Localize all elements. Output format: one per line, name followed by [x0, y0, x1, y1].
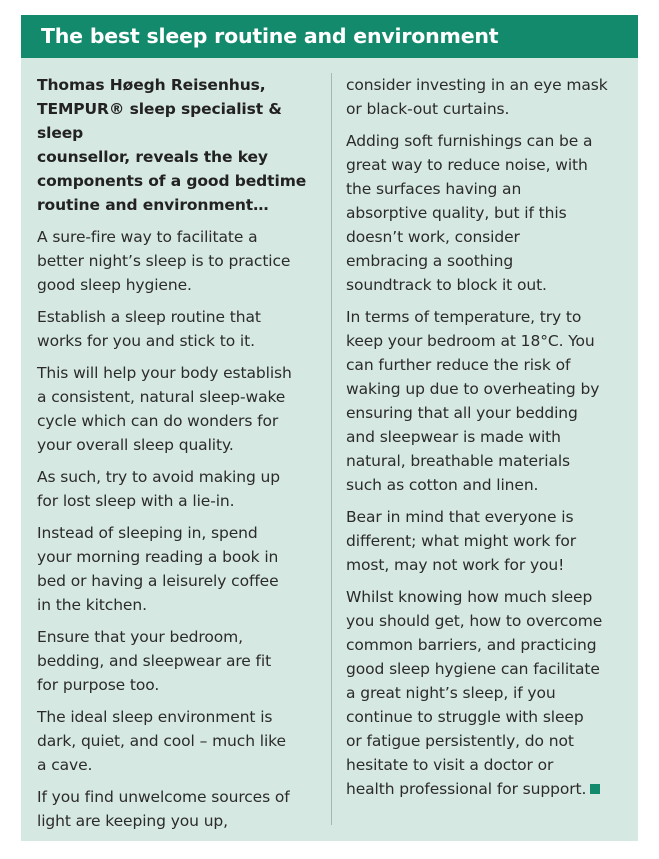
- text-line: absorptive quality, but if this: [346, 204, 567, 222]
- intro-line: Thomas Høegh Reisenhus,: [37, 76, 266, 94]
- text-line: or black-out curtains.: [346, 100, 510, 118]
- text-line: better night’s sleep is to practice: [37, 252, 291, 270]
- text-line: As such, try to avoid making up: [37, 468, 281, 486]
- text-line: ensuring that all your bedding: [346, 404, 578, 422]
- body-paragraph: [37, 465, 333, 513]
- body-paragraph: [346, 129, 636, 297]
- text-line: Whilst knowing how much sleep: [346, 588, 593, 606]
- panel-title: The best sleep routine and environment: [41, 24, 499, 48]
- text-line: bedding, and sleepwear are fit: [37, 652, 272, 670]
- body-paragraph: [346, 585, 636, 801]
- intro-paragraph: [37, 73, 333, 217]
- sidebar-panel: [21, 15, 638, 841]
- end-of-article-icon: [590, 784, 600, 794]
- body-paragraph: [37, 305, 333, 353]
- intro-line: routine and environment…: [37, 196, 269, 214]
- text-line: soundtrack to block it out.: [346, 276, 547, 294]
- text-line: for lost sleep with a lie-in.: [37, 492, 235, 510]
- body-paragraph: [346, 505, 636, 577]
- body-paragraph: [37, 785, 333, 833]
- text-line: most, may not work for you!: [346, 556, 565, 574]
- text-line: dark, quiet, and cool – much like: [37, 732, 286, 750]
- panel-header: [21, 15, 638, 58]
- text-line: common barriers, and practicing: [346, 636, 597, 654]
- text-line: or fatigue persistently, do not: [346, 732, 574, 750]
- text-line: This will help your body establish: [37, 364, 292, 382]
- body-paragraph: [37, 705, 333, 777]
- text-line: consider investing in an eye mask: [346, 76, 608, 94]
- text-line: health professional for support.: [346, 780, 587, 798]
- text-line: Instead of sleeping in, spend: [37, 524, 258, 542]
- intro-line: TEMPUR® sleep specialist & sleep: [37, 100, 282, 142]
- text-line: you should get, how to overcome: [346, 612, 603, 630]
- text-line: and sleepwear is made with: [346, 428, 561, 446]
- text-line: a consistent, natural sleep-wake: [37, 388, 286, 406]
- text-line: In terms of temperature, try to: [346, 308, 582, 326]
- text-line: natural, breathable materials: [346, 452, 571, 470]
- text-line: good sleep hygiene.: [37, 276, 192, 294]
- text-line: different; what might work for: [346, 532, 577, 550]
- body-paragraph: [346, 73, 636, 121]
- text-line: Bear in mind that everyone is: [346, 508, 574, 526]
- text-line: hesitate to visit a doctor or: [346, 756, 554, 774]
- column-divider: [331, 73, 332, 825]
- intro-line: counsellor, reveals the key: [37, 148, 268, 166]
- body-paragraph: [346, 305, 636, 497]
- text-line: continue to struggle with sleep: [346, 708, 584, 726]
- text-line: waking up due to overheating by: [346, 380, 600, 398]
- text-line: great way to reduce noise, with: [346, 156, 588, 174]
- text-line: works for you and stick to it.: [37, 332, 255, 350]
- text-line: your overall sleep quality.: [37, 436, 234, 454]
- text-line: light are keeping you up,: [37, 812, 229, 830]
- text-line: The ideal sleep environment is: [37, 708, 273, 726]
- body-paragraph: [37, 521, 333, 617]
- text-line: good sleep hygiene can facilitate: [346, 660, 600, 678]
- text-line: Ensure that your bedroom,: [37, 628, 243, 646]
- text-line: for purpose too.: [37, 676, 160, 694]
- text-line: cycle which can do wonders for: [37, 412, 279, 430]
- text-line: embracing a soothing: [346, 252, 514, 270]
- body-paragraph: [37, 361, 333, 457]
- text-line: a great night’s sleep, if you: [346, 684, 556, 702]
- body-paragraph: [37, 225, 333, 297]
- text-line: the surfaces having an: [346, 180, 522, 198]
- text-line: doesn’t work, consider: [346, 228, 520, 246]
- text-line: Establish a sleep routine that: [37, 308, 261, 326]
- text-line: your morning reading a book in: [37, 548, 279, 566]
- text-line: a cave.: [37, 756, 93, 774]
- body-paragraph: [37, 625, 333, 697]
- text-line: bed or having a leisurely coffee: [37, 572, 279, 590]
- left-column: [37, 73, 333, 841]
- text-line: Adding soft furnishings can be a: [346, 132, 593, 150]
- text-line: in the kitchen.: [37, 596, 147, 614]
- text-line: keep your bedroom at 18°C. You: [346, 332, 595, 350]
- intro-line: components of a good bedtime: [37, 172, 307, 190]
- text-line: A sure-fire way to facilitate a: [37, 228, 258, 246]
- text-line: can further reduce the risk of: [346, 356, 571, 374]
- right-column: [346, 73, 636, 809]
- text-line: If you find unwelcome sources of: [37, 788, 290, 806]
- text-line: such as cotton and linen.: [346, 476, 539, 494]
